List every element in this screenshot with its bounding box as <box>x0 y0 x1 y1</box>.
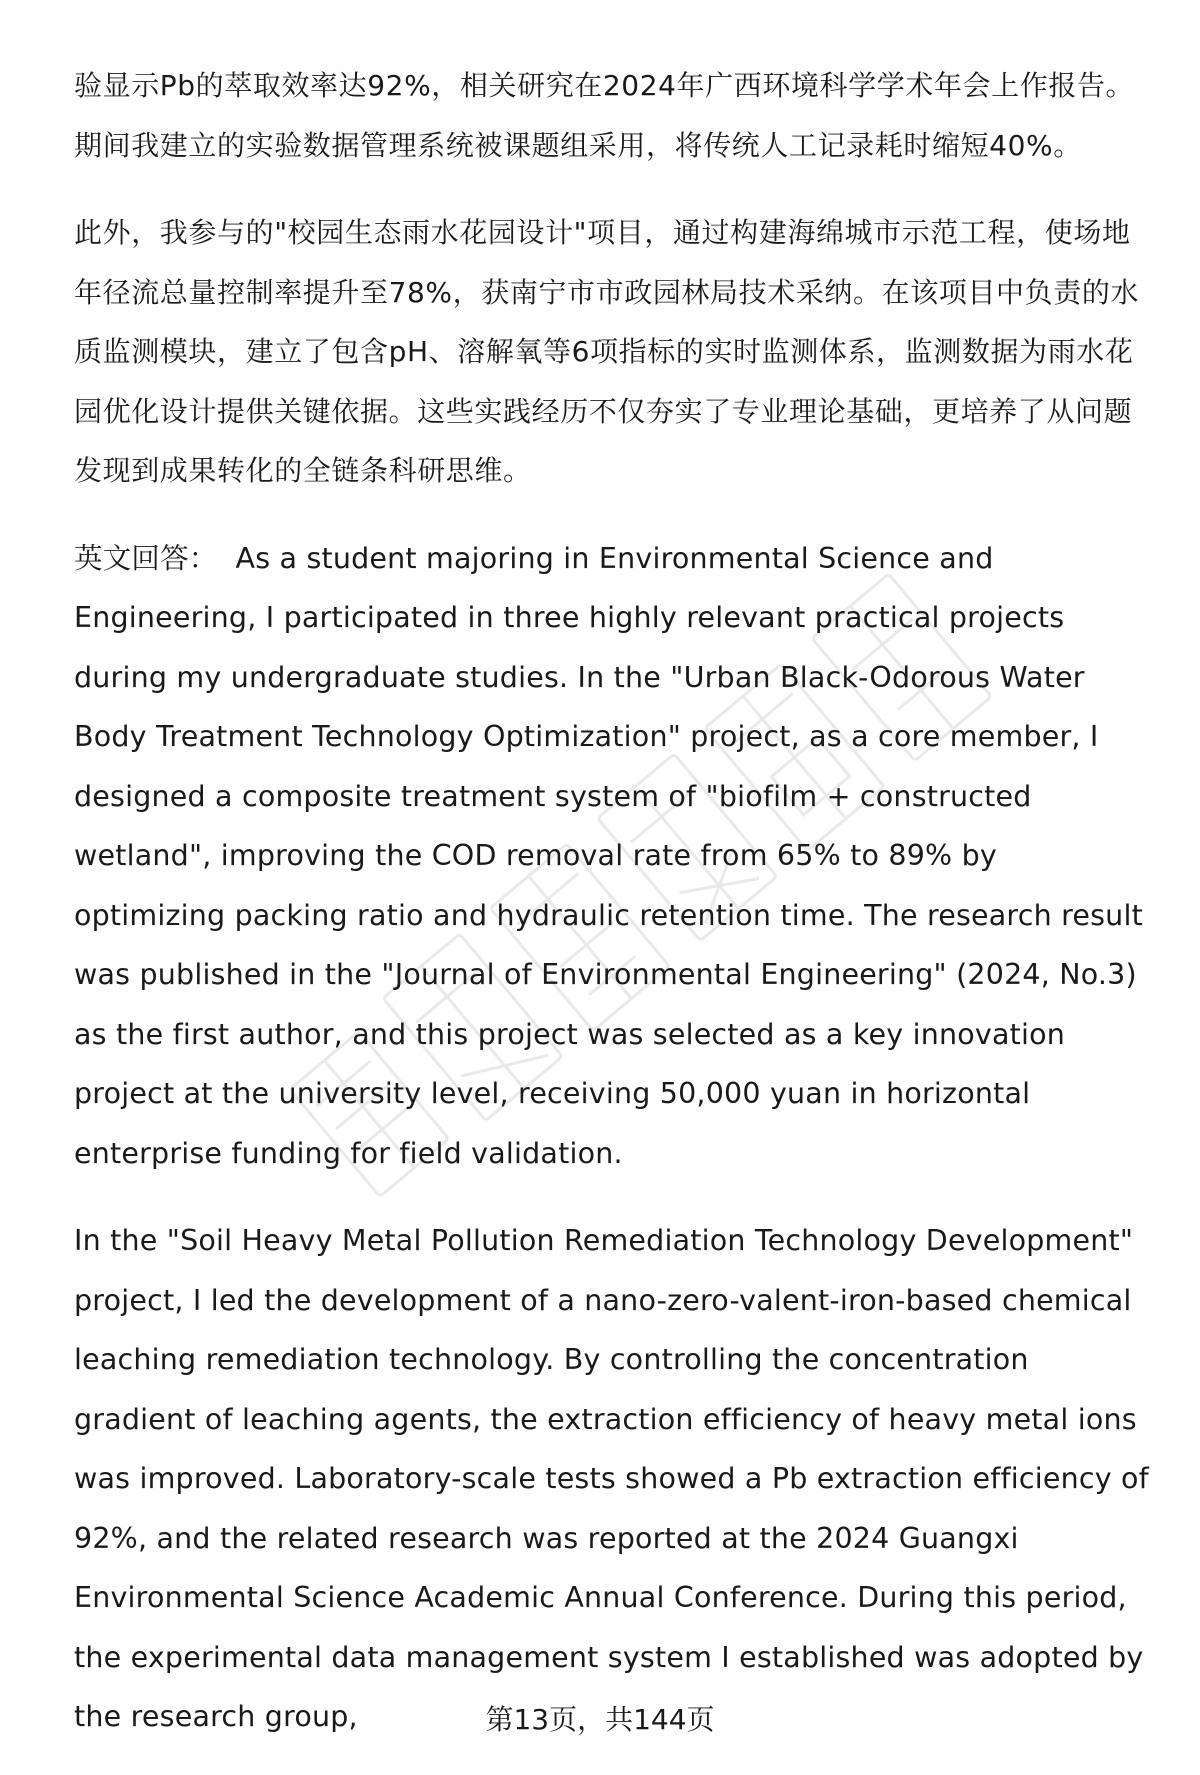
paragraph-chinese-continuation <box>74 56 1150 175</box>
document-body <box>74 56 1150 1775</box>
paragraph-english-soil-remediation <box>74 1211 1150 1747</box>
paragraph-english-answer <box>74 529 1150 1184</box>
paragraph-text: In the "Soil Heavy Metal Pollution Remediation Technology Development" project, I led the development of a nano-zero-valent-iron-based chemical leaching remediation technology. By controlling the concentration gradient of leaching agents, the extraction efficiency of heavy metal ions was improved. Laboratory-scale tests showed a Pb extraction efficiency of 92%, and the related research was reported at the 2024 Guangxi Environmental Science Academic Annual Conference. During this period, the experimental data management system I established was adopted by the research group, <box>74 1224 1149 1733</box>
answer-label: 英文回答： <box>74 541 218 575</box>
paragraph-text: 此外，我参与的"校园生态雨水花园设计"项目，通过构建海绵城市示范工程，使场地年径流总量控制率提升至78%，获南宁市市政园林局技术采纳。在该项目中负责的水质监测模块，建立了包含pH、溶解氧等6项指标的实时监测体系，监测数据为雨水花园优化设计提供关键依据。这些实践经历不仅夯实了专业理论基础，更培养了从问题发现到成果转化的全链条科研思维。 <box>74 216 1140 487</box>
paragraph-text: 验显示Pb的萃取效率达92%，相关研究在2024年广西环境科学学术年会上作报告。期间我建立的实验数据管理系统被课题组采用，将传统人工记录耗时缩短40%。 <box>74 69 1135 162</box>
paragraph-text: As a student majoring in Environmental Science and Engineering, I participated in three highly relevant practical projects during my undergraduate studies. In the "Urban Black-Odorous Water Body Treatment Technology Optimization" project, as a core member, I designed a composite treatment system of "biofilm + constructed wetland", improving the COD removal rate from 65% to 89% by optimizing packing ratio and hydraulic retention time. The research result was published in the "Journal of Environmental Engineering" (2024, No.3) as the first author, and this project was selected as a key innovation project at the university level, receiving 50,000 yuan in horizontal enterprise funding for field validation. <box>74 541 1143 1170</box>
page-number-footer: 第13页，共144页 <box>485 1703 715 1736</box>
paragraph-chinese-rain-garden <box>74 203 1150 501</box>
